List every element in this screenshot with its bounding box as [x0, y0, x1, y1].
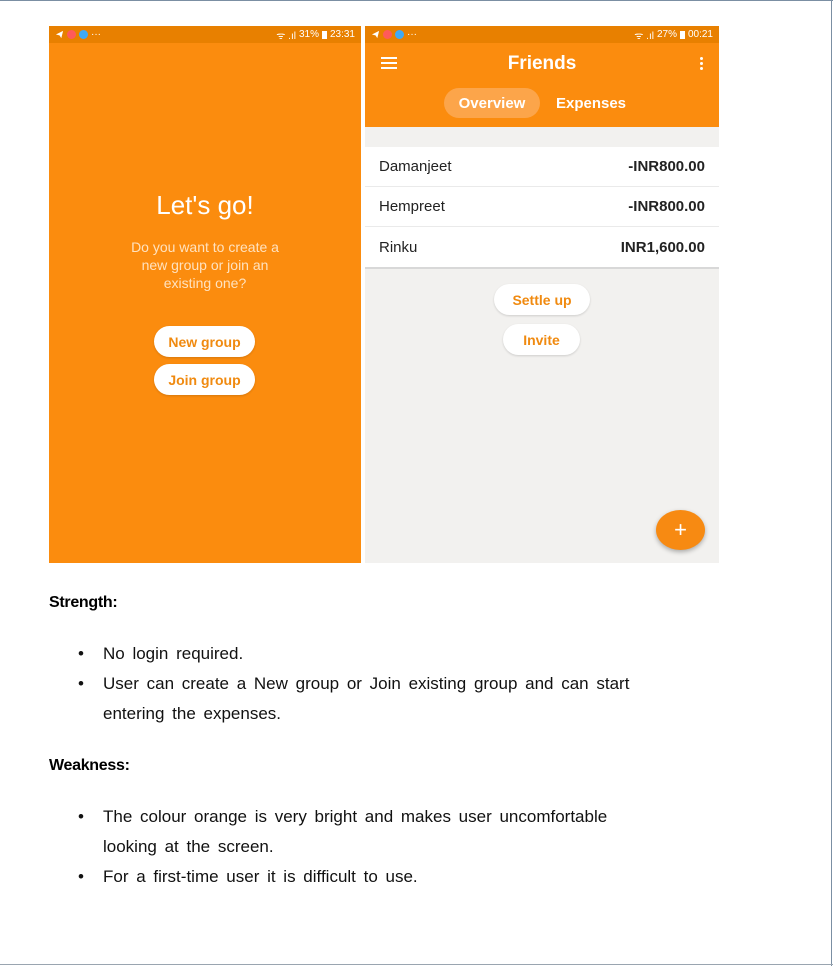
page-border [0, 0, 833, 1]
app-notification-icon [67, 30, 76, 39]
messenger-icon [395, 30, 404, 39]
list-item: • User can create a New group or Join existing group and can start entering the expenses. [78, 669, 688, 729]
strength-list [78, 639, 688, 729]
app-notification-icon [383, 30, 392, 39]
member-name: Rinku [379, 238, 418, 256]
strength-heading: Strength: [49, 594, 118, 611]
member-name: Hempreet [379, 198, 445, 215]
tab-overview[interactable]: Overview [444, 88, 540, 118]
more-notifications-icon: ··· [407, 29, 417, 40]
member-balance: -INR800.00 [628, 198, 705, 215]
status-bar [365, 26, 719, 43]
battery-percent: 27% [656, 29, 677, 40]
list-item[interactable] [365, 227, 719, 267]
invite-button[interactable]: Invite [503, 324, 580, 355]
page-border [831, 0, 832, 966]
add-expense-button[interactable]: + [656, 510, 705, 550]
tab-expenses[interactable]: Expenses [555, 94, 627, 112]
weakness-heading: Weakness: [49, 757, 130, 774]
join-group-button[interactable]: Join group [154, 364, 255, 395]
status-time: 00:21 [687, 29, 713, 40]
telegram-icon [55, 30, 64, 39]
phone-screen-friends [365, 26, 719, 563]
messenger-icon [79, 30, 88, 39]
list-item[interactable] [365, 147, 719, 187]
signal-icon: ᯤ .ıl [634, 30, 654, 42]
more-notifications-icon: ··· [91, 29, 101, 40]
battery-percent: 31% [298, 29, 319, 40]
list-item: • For a first-time user it is difficult to use. [78, 862, 668, 892]
settle-up-button[interactable]: Settle up [494, 284, 590, 315]
page-title: Let's go! [156, 190, 254, 220]
battery-icon [322, 31, 327, 39]
intro-text: Do you want to create a new group or join an existing one? [131, 239, 279, 291]
list-item: • No login required. [78, 639, 688, 669]
list-item[interactable] [365, 187, 719, 227]
page-border [0, 964, 833, 965]
balance-list [365, 147, 719, 267]
status-bar [49, 26, 361, 43]
divider [365, 267, 719, 269]
phone-screen-lets-go [49, 26, 361, 563]
signal-icon: ᯤ .ıl [276, 30, 296, 42]
battery-icon [680, 31, 685, 39]
member-name: Damanjeet [379, 158, 452, 175]
overflow-menu-icon[interactable] [699, 57, 703, 70]
weakness-list [78, 802, 668, 892]
member-balance: -INR800.00 [628, 158, 705, 175]
screen-title: Friends [507, 53, 577, 74]
app-bar [365, 43, 719, 127]
list-item: • The colour orange is very bright and makes user uncomfortable looking at the screen. [78, 802, 668, 862]
telegram-icon [371, 30, 380, 39]
member-balance: INR1,600.00 [620, 238, 705, 256]
new-group-button[interactable]: New group [154, 326, 255, 357]
status-time: 23:31 [329, 29, 355, 40]
